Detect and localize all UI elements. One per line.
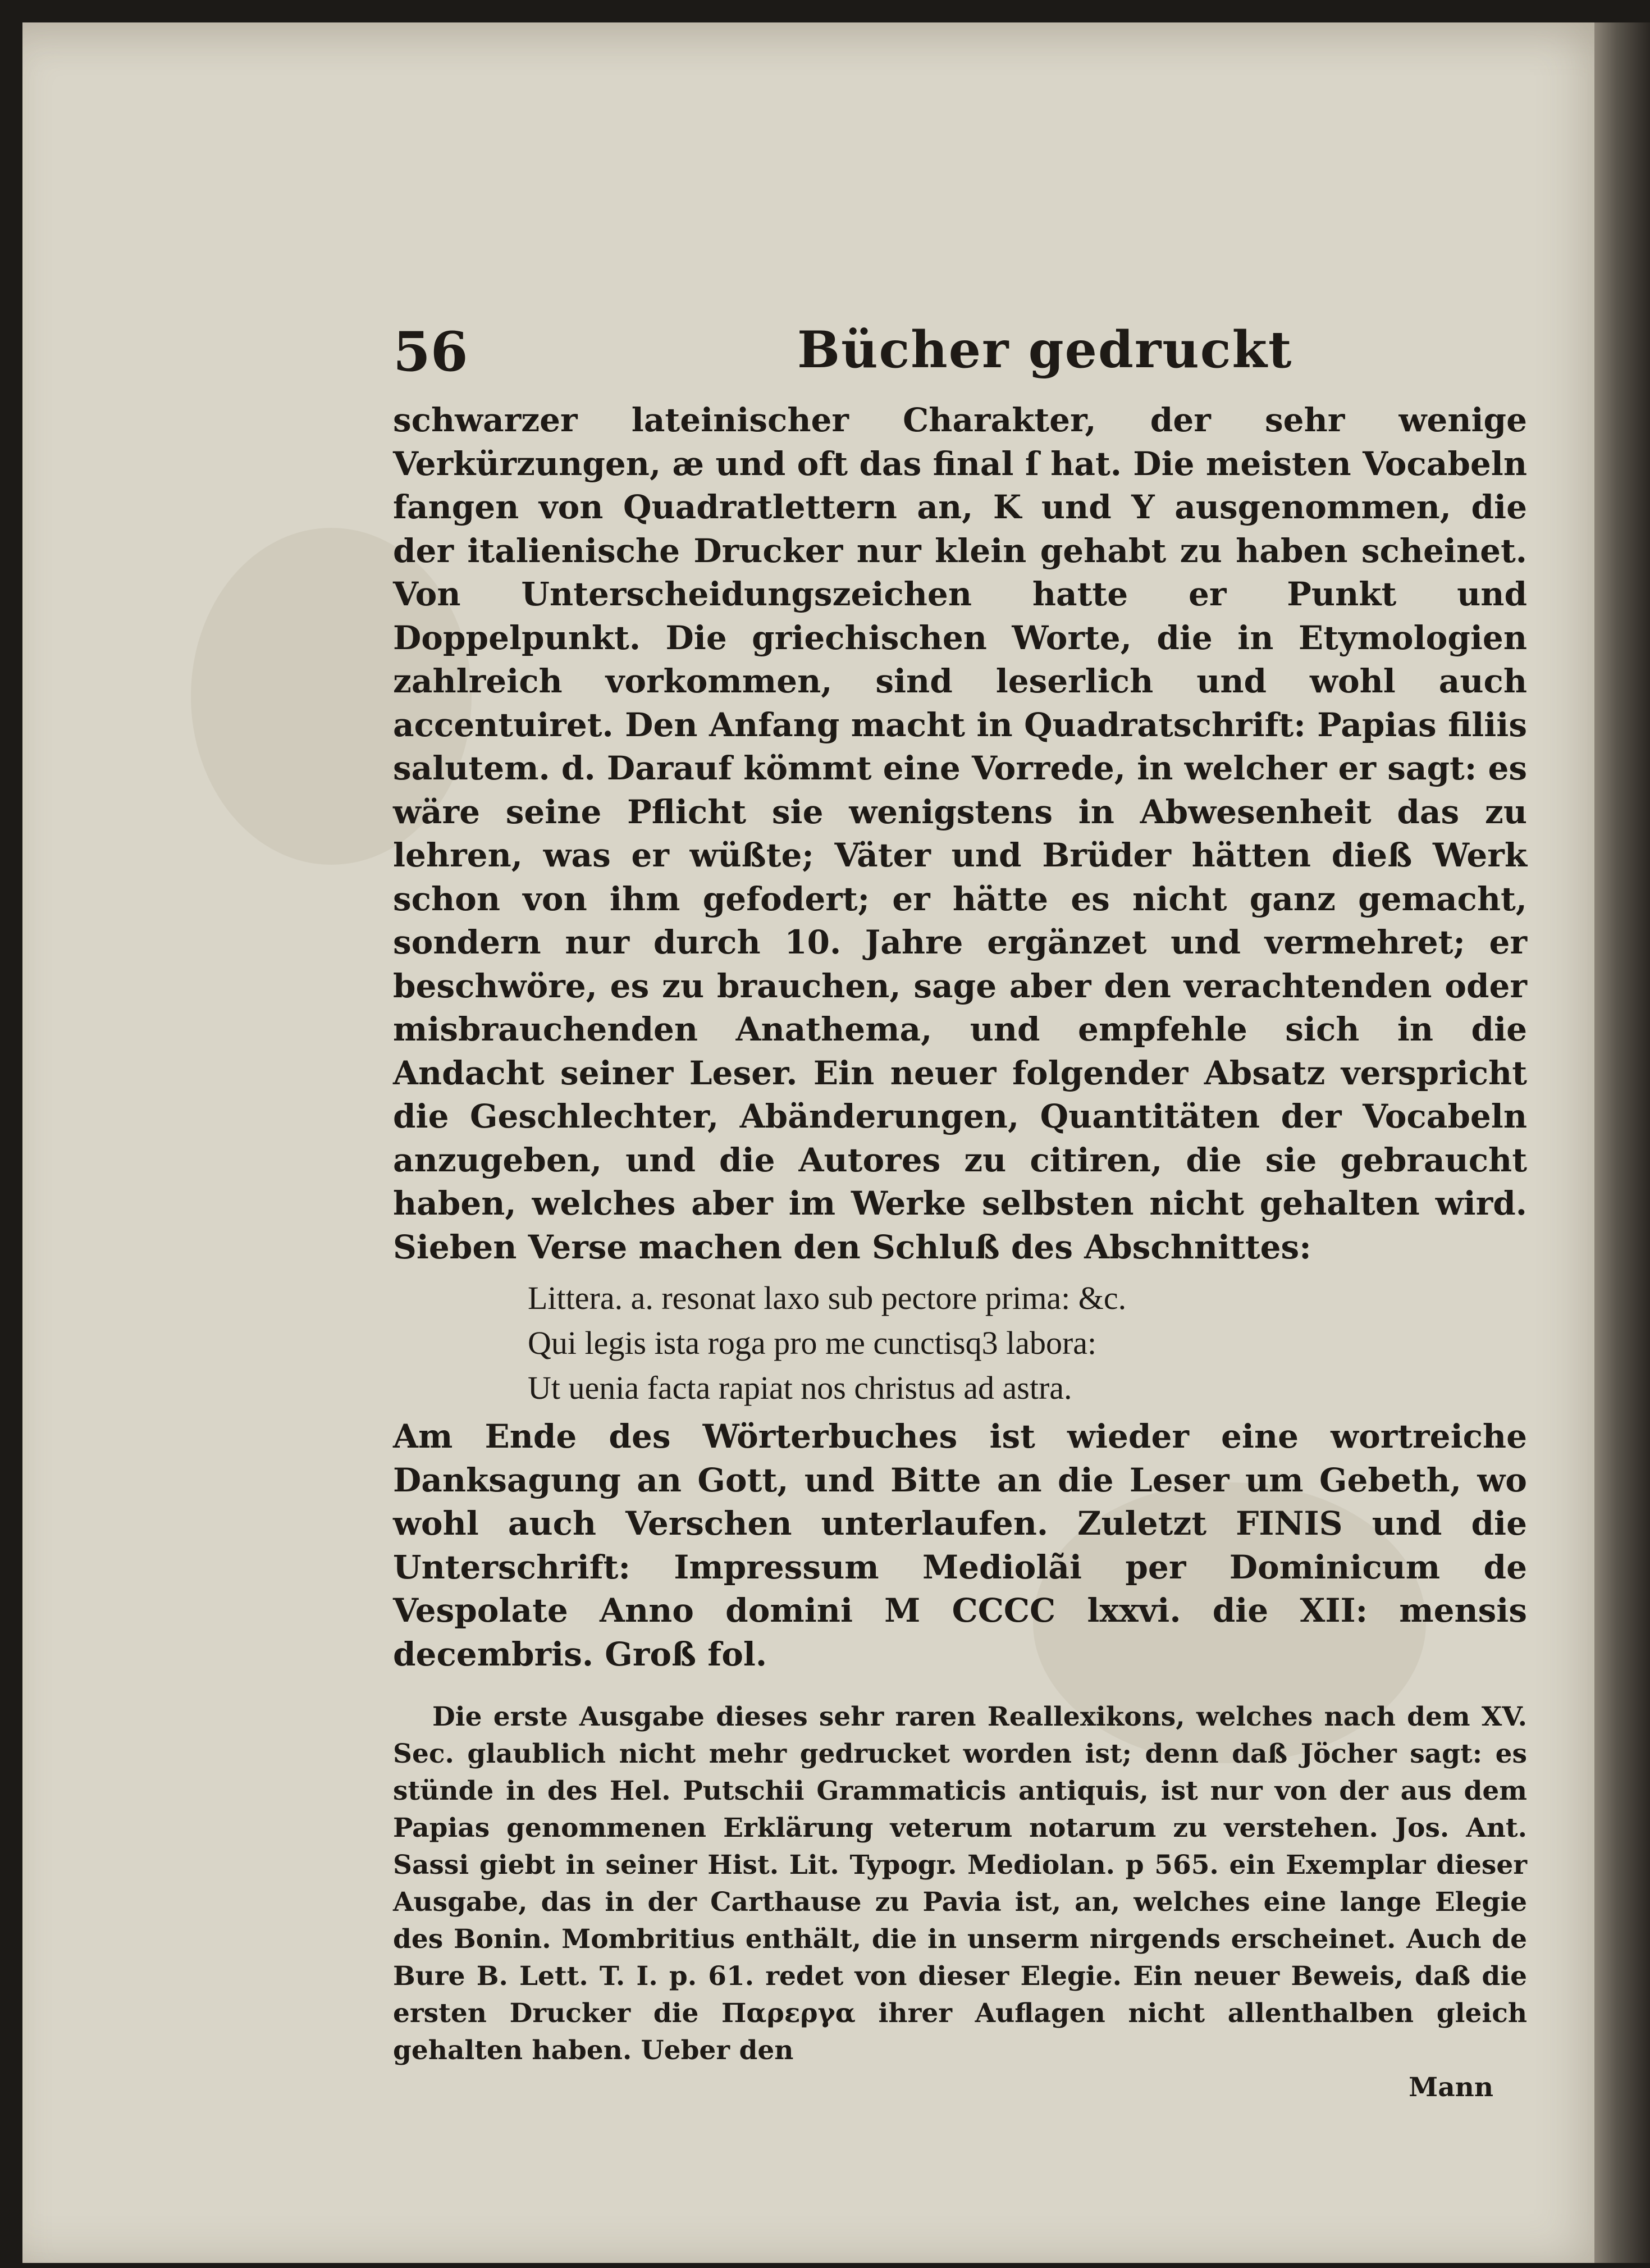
footnote — [393, 1699, 1527, 2106]
catchword: Mann — [1409, 2072, 1493, 2103]
verse-line-3: Ut uenia facta rapiat nos christus ad astra. — [528, 1370, 1072, 1406]
running-head-title: Bücher gedruckt — [797, 320, 1293, 380]
paragraph-1: schwarzer lateinischer Charakter, der sehr wenige Verkürzungen, æ und oft das final ſ hat. Die meisten Vocabeln fangen von Quadratlettern an, K und Y ausgenommen, die der italienische Drucker nur klein gehabt zu haben scheinet. Von Unterscheidungszeichen hatte er Punkt und Doppelpunkt. Die griechischen Worte, die in Etymologien zahlreich vorkommen, sind leserlich und wohl auch accentuiret. Den Anfang macht in Quadratschrift: Papias filiis salutem. d. Darauf kömmt eine Vorrede, in welcher er sagt: es wäre seine Pflicht sie wenigstens in Abwesenheit das zu lehren, was er wüßte; Väter und Brüder hätten dieß Werk schon von ihm gefodert; er hätte es nicht ganz gemacht, sondern nur durch 10. Jahre ergänzet und vermehret; er beschwöre, es zu brauchen, sage aber den verachtenden oder misbrauchenden Anathema, und empfehle sich in die Andacht seiner Leser. Ein neuer folgender Absatz verspricht die Geschlechter, Abänderungen, Quantitäten der Vocabeln anzugeben, und die Autores zu citiren, die sie gebraucht haben, welches aber im Werke selbsten nicht gehalten wird. Sieben Verse machen den Schluß des Abschnittes: — [393, 401, 1527, 1266]
page-content — [393, 314, 1527, 2106]
footnote-text: Die erste Ausgabe dieses sehr raren Reallexikons, welches nach dem XV. Sec. glaublich nicht mehr gedrucket worden ist; denn daß Jöcher sagt: es stünde in des Hel. Putschii Grammaticis antiquis, ist nur von der aus dem Papias genommenen Erklärung veterum notarum zu verstehen. Jos. Ant. Sassi giebt in seiner Hist. Lit. Typogr. Mediolan. p 565. ein Exemplar dieser Ausgabe, das in der Carthause zu Pavia ist, an, welches eine lange Elegie des Bonin. Mombritius enthält, die in unserm nirgends erscheinet. Auch de Bure B. Lett. T. I. p. 61. redet von dieser Elegie. Ein neuer Beweis, daß die ersten Drucker die Παρεργα ihrer Auflagen nicht allenthalben gleich gehalten haben. Ueber den — [393, 1701, 1527, 2066]
verse-line-1: Littera. a. resonat laxo sub pectore prima: &c. — [528, 1280, 1127, 1316]
running-head — [393, 314, 1527, 387]
main-text — [393, 399, 1527, 1676]
page-edge-shadow — [1594, 22, 1650, 2263]
verse-block — [528, 1276, 1527, 1411]
verse-line-2: Qui legis ista roga pro me cunctisq3 labora: — [528, 1325, 1097, 1361]
page-number: 56 — [393, 320, 468, 384]
paragraph-2: Am Ende des Wörterbuches ist wieder eine wortreiche Danksagung an Gott, und Bitte an die Leser um Gebeth, wo wohl auch Verschen unterlaufen. Zuletzt FINIS und die Unterschrift: Impressum Mediolãi per Dominicum de Vespolate Anno domini M CCCC lxxvi. die XII: mensis decembris. Groß fol. — [393, 1417, 1527, 1673]
